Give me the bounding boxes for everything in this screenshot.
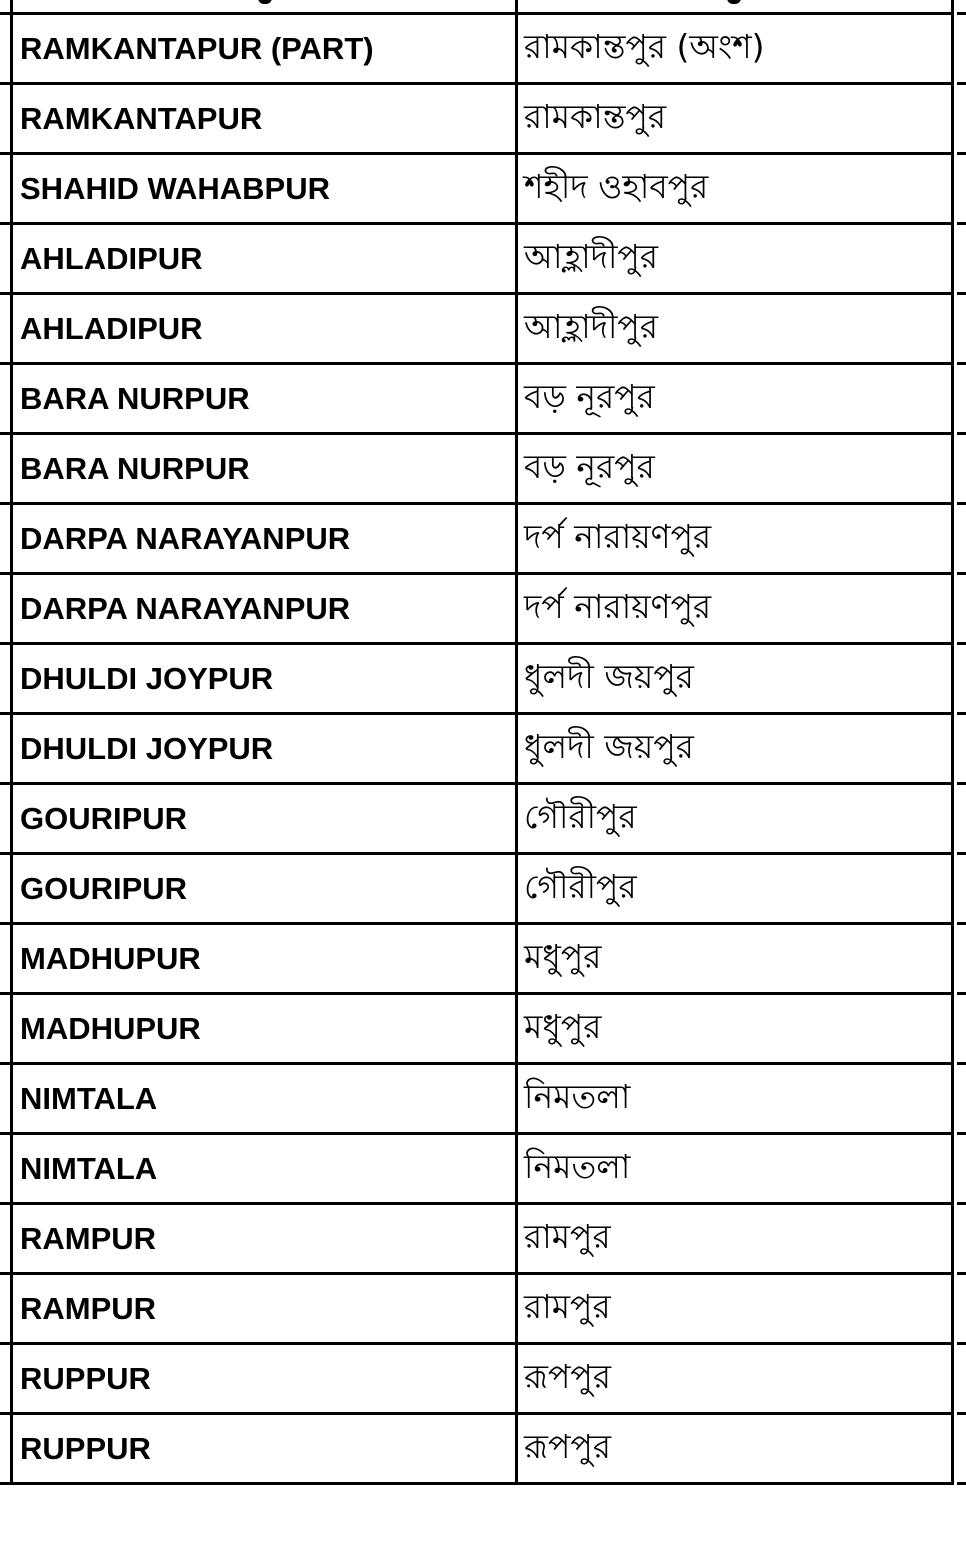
- table-row: [10, 1275, 954, 1345]
- english-name-cell: BARA NURPUR: [10, 435, 515, 502]
- english-name-cell: RAMKANTAPUR: [10, 85, 515, 152]
- english-name-cell: RAMPUR: [10, 1205, 515, 1272]
- row-rule-fragment: [957, 152, 966, 155]
- row-rule-fragment: [0, 292, 10, 295]
- row-rule-fragment: [0, 152, 10, 155]
- bengali-name-cell: মধুপুর: [515, 995, 954, 1062]
- row-rule-fragment: [957, 712, 966, 715]
- row-rule-fragment: [957, 222, 966, 225]
- english-name-cell: BARA NURPUR: [10, 365, 515, 432]
- bengali-name-cell: বড় নূরপুর: [515, 365, 954, 432]
- row-rule-fragment: [0, 1482, 10, 1485]
- table-row: [10, 785, 954, 855]
- row-rule-fragment: [0, 852, 10, 855]
- row-rule-fragment: [0, 1202, 10, 1205]
- bengali-name-cell: বড় নূরপুর: [515, 435, 954, 502]
- table-row: [10, 85, 954, 155]
- bengali-name-cell: গৌরীপুর: [515, 855, 954, 922]
- english-name-cell: RUPPUR: [10, 1415, 515, 1482]
- row-rule-fragment: [0, 362, 10, 365]
- english-name-cell: AHLADIPUR: [10, 225, 515, 292]
- row-rule-fragment: [957, 1062, 966, 1065]
- cut-off-header-fragment: [258, 0, 272, 4]
- row-rule-fragment: [0, 12, 10, 15]
- partial-right-column: [957, 0, 966, 1473]
- bengali-name-cell: দর্প নারায়ণপুর: [515, 505, 954, 572]
- row-rule-fragment: [957, 362, 966, 365]
- english-name-cell: DHULDI JOYPUR: [10, 645, 515, 712]
- column-rule-stub: [951, 0, 954, 12]
- row-rule-fragment: [0, 1062, 10, 1065]
- bengali-name-cell: রামপুর: [515, 1275, 954, 1342]
- english-name-cell: MADHUPUR: [10, 925, 515, 992]
- table-row: [10, 505, 954, 575]
- row-rule-fragment: [0, 432, 10, 435]
- english-name-cell: DARPA NARAYANPUR: [10, 575, 515, 642]
- table-row: [10, 155, 954, 225]
- row-rule-fragment: [957, 922, 966, 925]
- row-rule-fragment: [0, 992, 10, 995]
- english-name-cell: MADHUPUR: [10, 995, 515, 1062]
- row-rule-fragment: [957, 502, 966, 505]
- column-rule-stub: [515, 0, 518, 12]
- bengali-name-cell: আহ্লাদীপুর: [515, 225, 954, 292]
- table-row: [10, 645, 954, 715]
- table-row: [10, 435, 954, 505]
- row-rule-fragment: [0, 1342, 10, 1345]
- english-name-cell: RAMKANTAPUR (PART): [10, 15, 515, 82]
- table-row: [10, 1135, 954, 1205]
- english-name-cell: DARPA NARAYANPUR: [10, 505, 515, 572]
- table-row: [10, 1205, 954, 1275]
- row-rule-fragment: [957, 572, 966, 575]
- partial-left-column: [0, 0, 10, 1473]
- row-rule-fragment: [957, 1412, 966, 1415]
- row-rule-fragment: [957, 1132, 966, 1135]
- table-row: [10, 995, 954, 1065]
- bengali-name-cell: রামকান্তপুর (অংশ): [515, 15, 954, 82]
- table-row: [10, 15, 954, 85]
- table-row: [10, 295, 954, 365]
- table-row: [10, 225, 954, 295]
- english-name-cell: DHULDI JOYPUR: [10, 715, 515, 782]
- english-name-cell: RUPPUR: [10, 1345, 515, 1412]
- bengali-name-cell: রূপপুর: [515, 1415, 954, 1482]
- english-name-cell: NIMTALA: [10, 1065, 515, 1132]
- bengali-name-cell: ধুলদী জয়পুর: [515, 645, 954, 712]
- row-rule-fragment: [957, 1482, 966, 1485]
- bengali-name-cell: নিমতলা: [515, 1135, 954, 1202]
- row-rule-fragment: [957, 12, 966, 15]
- table-row: [10, 1065, 954, 1135]
- row-rule-fragment: [957, 992, 966, 995]
- row-rule-fragment: [957, 1342, 966, 1345]
- english-name-cell: GOURIPUR: [10, 855, 515, 922]
- bengali-name-cell: গৌরীপুর: [515, 785, 954, 852]
- row-rule-fragment: [0, 922, 10, 925]
- row-rule-fragment: [0, 1272, 10, 1275]
- english-name-cell: RAMPUR: [10, 1275, 515, 1342]
- row-rule-fragment: [0, 222, 10, 225]
- row-rule-fragment: [957, 1202, 966, 1205]
- village-name-table: [10, 12, 954, 1485]
- row-rule-fragment: [0, 82, 10, 85]
- table-row: [10, 715, 954, 785]
- row-rule-fragment: [0, 782, 10, 785]
- row-rule-fragment: [957, 852, 966, 855]
- english-name-cell: SHAHID WAHABPUR: [10, 155, 515, 222]
- row-rule-fragment: [957, 432, 966, 435]
- english-name-cell: AHLADIPUR: [10, 295, 515, 362]
- bengali-name-cell: নিমতলা: [515, 1065, 954, 1132]
- row-rule-fragment: [957, 82, 966, 85]
- english-name-cell: GOURIPUR: [10, 785, 515, 852]
- row-rule-fragment: [0, 502, 10, 505]
- row-rule-fragment: [0, 1412, 10, 1415]
- row-rule-fragment: [957, 292, 966, 295]
- table-row: [10, 1345, 954, 1415]
- row-rule-fragment: [0, 1132, 10, 1135]
- bengali-name-cell: রূপপুর: [515, 1345, 954, 1412]
- bengali-name-cell: রামকান্তপুর: [515, 85, 954, 152]
- bengali-name-cell: আহ্লাদীপুর: [515, 295, 954, 362]
- english-name-cell: NIMTALA: [10, 1135, 515, 1202]
- cut-off-header-fragment: [727, 0, 741, 4]
- table-row: [10, 925, 954, 995]
- row-rule-fragment: [957, 782, 966, 785]
- table-row: [10, 575, 954, 645]
- table-row: [10, 855, 954, 925]
- bengali-name-cell: মধুপুর: [515, 925, 954, 992]
- row-rule-fragment: [957, 1272, 966, 1275]
- row-rule-fragment: [0, 572, 10, 575]
- table-row: [10, 365, 954, 435]
- bengali-name-cell: শহীদ ওহাবপুর: [515, 155, 954, 222]
- bengali-name-cell: রামপুর: [515, 1205, 954, 1272]
- bengali-name-cell: ধুলদী জয়পুর: [515, 715, 954, 782]
- bengali-name-cell: দর্প নারায়ণপুর: [515, 575, 954, 642]
- row-rule-fragment: [0, 642, 10, 645]
- table-row: [10, 1415, 954, 1485]
- column-rule-stub: [10, 0, 13, 12]
- row-rule-fragment: [957, 642, 966, 645]
- row-rule-fragment: [0, 712, 10, 715]
